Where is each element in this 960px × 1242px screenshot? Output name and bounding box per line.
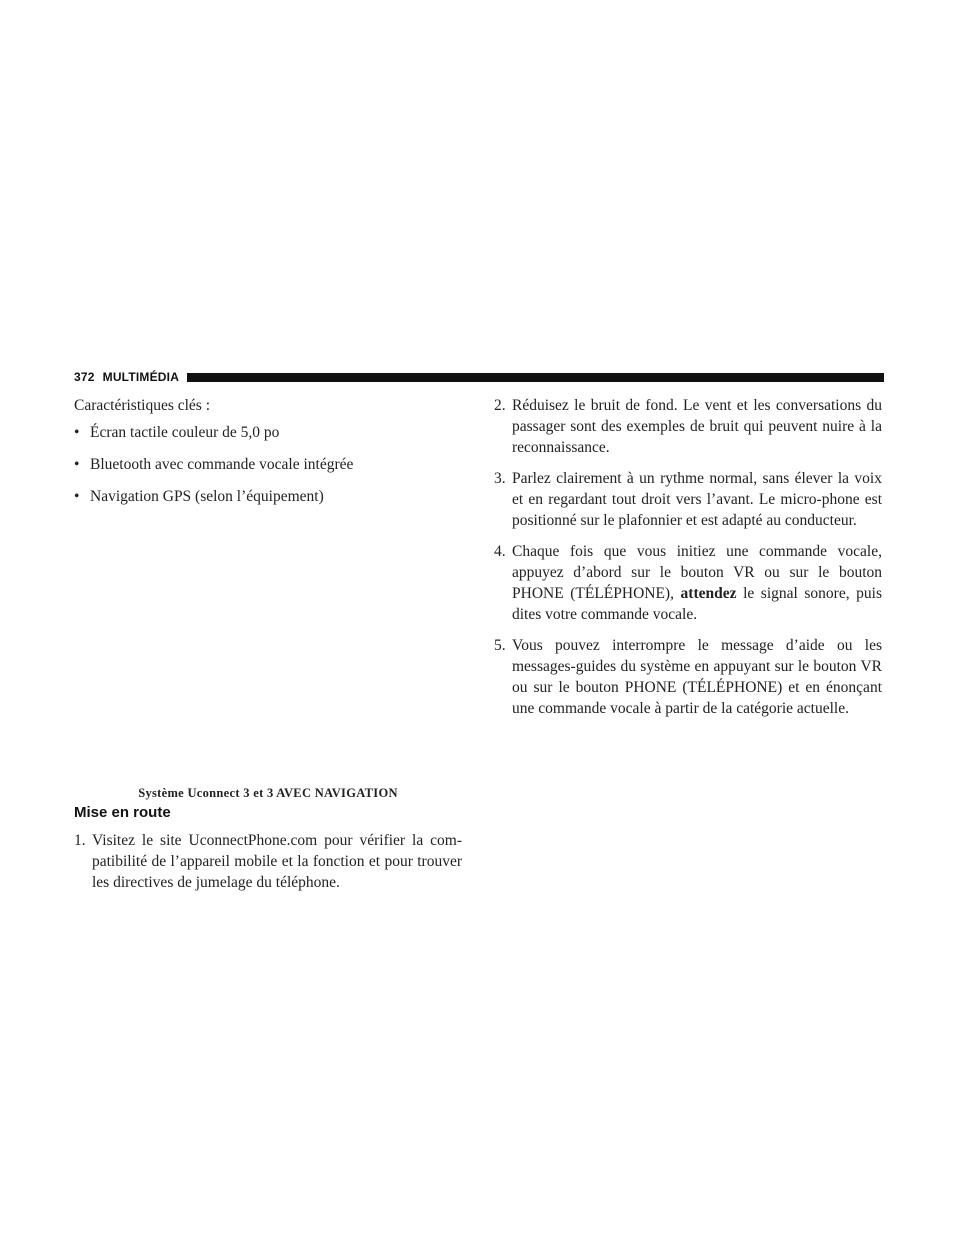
step-item: 1. Visitez le site UconnectPhone.com pour vérifier la com-patibilité de l’appareil mobile et la fonction et pour trouver les directives de jumelage du téléphone. <box>74 832 462 891</box>
left-column <box>74 395 462 903</box>
right-column <box>494 395 882 729</box>
figure-area <box>74 518 462 774</box>
header-rule <box>187 373 884 382</box>
list-item: • Bluetooth avec commande vocale intégrée <box>74 456 354 473</box>
bullet-icon: • <box>74 456 80 473</box>
page-number: 372 <box>74 370 95 384</box>
bullet-icon: • <box>74 424 80 441</box>
figure-caption: Système Uconnect 3 et 3 AVEC NAVIGATION <box>138 786 398 800</box>
step-item: 2. Réduisez le bruit de fond. Le vent et les conversations du passager sont des exemples de bruit qui peuvent nuire à la reconnaissance. <box>494 397 882 456</box>
list-item: • Écran tactile couleur de 5,0 po <box>74 424 280 441</box>
bullet-icon: • <box>74 488 80 505</box>
section-heading: Mise en route <box>74 804 171 821</box>
emphasis-text: attendez <box>680 585 737 602</box>
step-item: 3. Parlez clairement à un rythme normal, sans élever la voix et en regardant tout droit vers l’avant. Le micro-phone est positionné sur le plafonnier et est adapté au conducteur. <box>494 470 882 529</box>
running-header <box>74 369 884 385</box>
step-item: 5. Vous pouvez interrompre le message d’aide ou les messages-guides du système en appuyant sur le bouton VR ou sur le bouton PHONE (TÉLÉPHONE) et en énonçant une commande vocale à partir de la catégorie actuelle. <box>494 637 882 717</box>
section-title: MULTIMÉDIA <box>102 370 180 384</box>
list-item: • Navigation GPS (selon l’équipement) <box>74 488 324 505</box>
features-list <box>74 422 462 507</box>
step-item: 4. Chaque fois que vous initiez une commande vocale, appuyez d’abord sur le bouton VR ou sur le bouton PHONE (TÉLÉPHONE), attendez le signal sonore, puis dites votre commande vocale. <box>494 543 882 623</box>
features-intro: Caractéristiques clés : <box>74 397 211 414</box>
